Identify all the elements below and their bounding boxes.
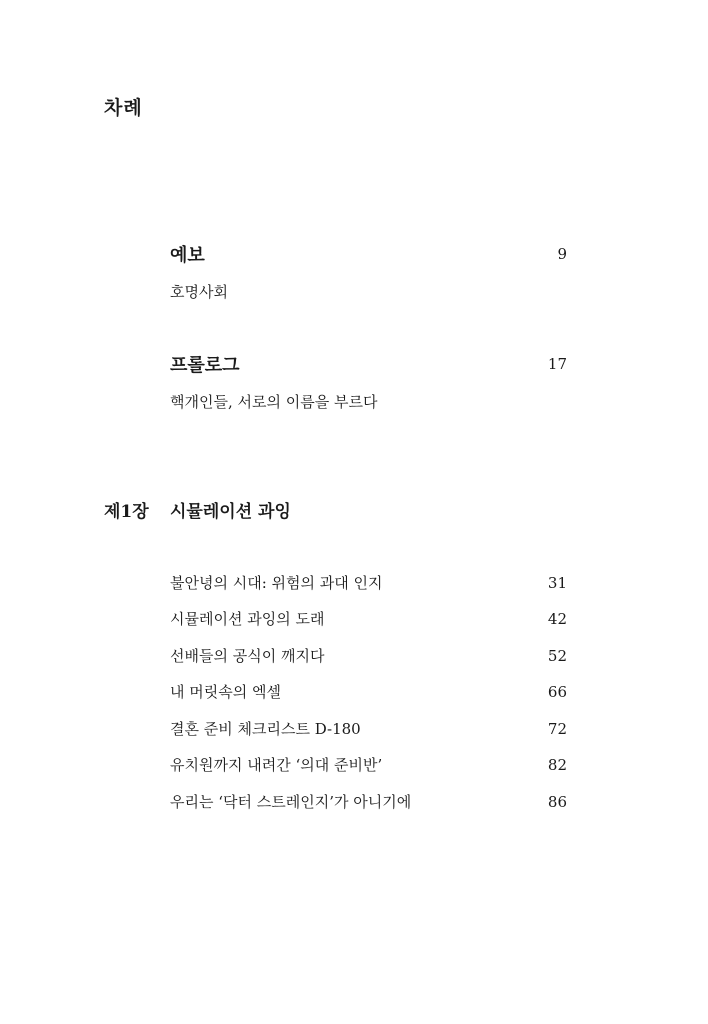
toc-item-page-number: 72: [547, 720, 567, 738]
page-title: 차례: [104, 97, 143, 119]
chapter-label: 제1장: [104, 502, 149, 522]
prologue-title[interactable]: 프롤로그: [170, 355, 240, 376]
prologue-subtitle: 핵개인들, 서로의 이름을 부르다: [170, 393, 378, 411]
toc-item[interactable]: 불안녕의 시대: 위험의 과대 인지: [170, 574, 383, 592]
chapter-title[interactable]: 시뮬레이션 과잉: [170, 502, 291, 522]
toc-item[interactable]: 선배들의 공식이 깨지다: [170, 647, 325, 665]
toc-item[interactable]: 시뮬레이션 과잉의 도래: [170, 610, 325, 628]
toc-item-page-number: 52: [547, 647, 567, 665]
toc-item-page-number: 86: [547, 793, 567, 811]
toc-item[interactable]: 유치원까지 내려간 ‘의대 준비반’: [170, 756, 383, 774]
toc-item-page-number: 82: [547, 756, 567, 774]
toc-item[interactable]: 결혼 준비 체크리스트 D-180: [170, 720, 361, 738]
toc-item[interactable]: 우리는 ‘닥터 스트레인지’가 아니기에: [170, 793, 412, 811]
preface-subtitle: 호명사회: [170, 283, 228, 301]
prologue-page-number: 17: [547, 355, 567, 373]
toc-item-page-number: 42: [547, 610, 567, 628]
preface-page-number: 9: [557, 245, 567, 263]
preface-title[interactable]: 예보: [170, 245, 205, 266]
toc-item[interactable]: 내 머릿속의 엑셀: [170, 683, 281, 701]
toc-item-page-number: 31: [547, 574, 567, 592]
toc-item-page-number: 66: [547, 683, 567, 701]
